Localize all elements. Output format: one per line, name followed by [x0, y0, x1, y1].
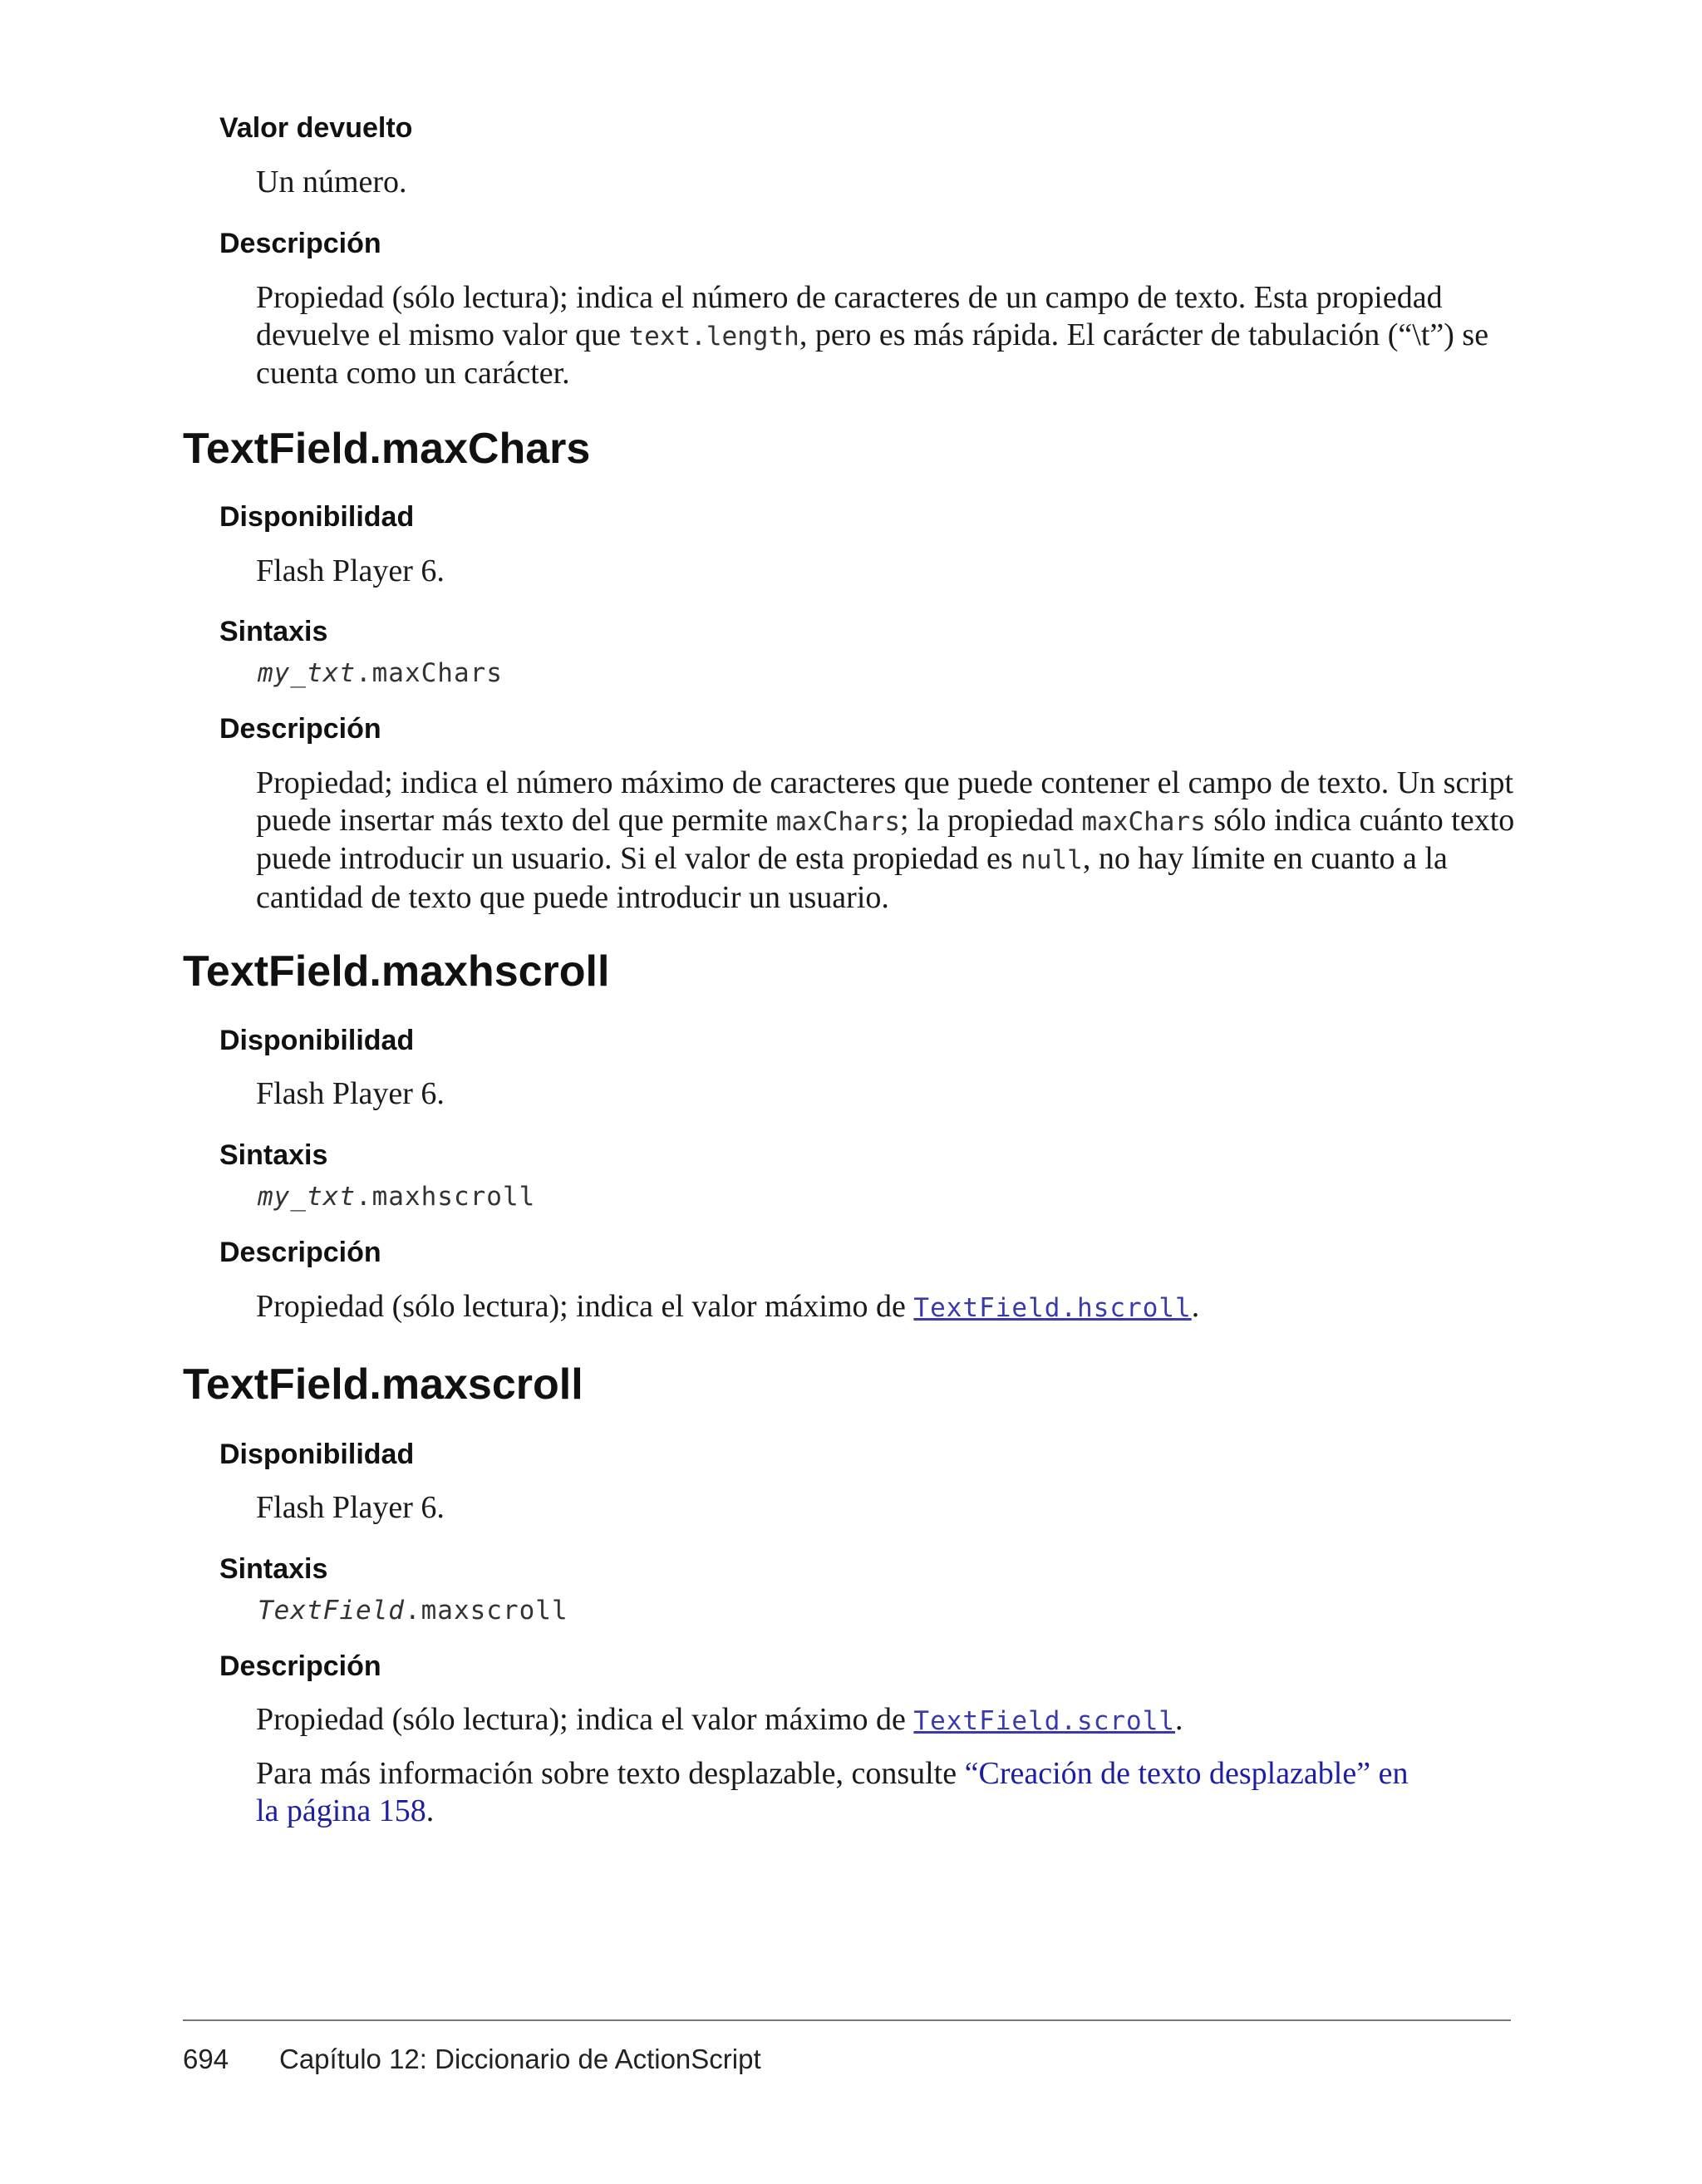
- availability-text: Flash Player 6.: [256, 553, 445, 588]
- description-paragraph: Propiedad (sólo lectura); indica el valor máximo de TextField.hscroll.: [256, 1289, 1200, 1324]
- description-heading: Descripción: [219, 713, 381, 745]
- syntax-code: TextField.maxscroll: [258, 1596, 568, 1626]
- return-value-heading: Valor devuelto: [219, 112, 413, 144]
- return-value-text: Un número.: [256, 165, 407, 199]
- section-title-maxscroll: TextField.maxscroll: [183, 1360, 583, 1409]
- textfield-hscroll-link[interactable]: TextField.hscroll: [913, 1293, 1192, 1323]
- description-paragraph: Propiedad (sólo lectura); indica el valor máximo de TextField.scroll.: [256, 1702, 1183, 1737]
- syntax-heading: Sintaxis: [219, 1553, 328, 1585]
- more-info-paragraph: Para más información sobre texto desplazable, consulte “Creación de texto desplazable” en la página 158.: [256, 1756, 1409, 1828]
- syntax-code: my_txt.maxChars: [258, 658, 503, 688]
- description-heading: Descripción: [219, 1650, 381, 1682]
- inline-code: text.length: [628, 321, 799, 352]
- availability-text: Flash Player 6.: [256, 1076, 445, 1111]
- page-number: 694: [183, 2044, 229, 2074]
- availability-text: Flash Player 6.: [256, 1490, 445, 1525]
- availability-heading: Disponibilidad: [219, 501, 415, 533]
- section-title-maxhscroll: TextField.maxhscroll: [183, 947, 610, 996]
- section-title-maxchars: TextField.maxChars: [183, 425, 591, 473]
- scrolling-text-page-link[interactable]: “Creación de texto desplazable” en la página 158: [256, 1756, 1409, 1828]
- description-heading: Descripción: [219, 228, 381, 259]
- description-paragraph: Propiedad (sólo lectura); indica el número de caracteres de un campo de texto. Esta propiedad devuelve el mismo valor que text.length, pero es más rápida. El carácter de tabulación (“\t”) se cuenta como un carácter.: [256, 280, 1489, 391]
- chapter-title: Capítulo 12: Diccionario de ActionScript: [279, 2044, 761, 2074]
- availability-heading: Disponibilidad: [219, 1025, 415, 1056]
- inline-code: maxChars: [1081, 806, 1206, 837]
- syntax-heading: Sintaxis: [219, 616, 328, 647]
- inline-code: null: [1021, 845, 1083, 875]
- syntax-heading: Sintaxis: [219, 1139, 328, 1171]
- description-paragraph: Propiedad; indica el número máximo de caracteres que puede contener el campo de texto. Un script puede insertar más texto del que permite maxChars; la propiedad maxChars sólo indica cuánto texto puede introducir un usuario. Si el valor de esta propiedad es null, no hay límite en cuanto a la cantidad de texto que puede introducir un usuario.: [256, 765, 1515, 915]
- availability-heading: Disponibilidad: [219, 1439, 415, 1470]
- description-heading: Descripción: [219, 1237, 381, 1268]
- textfield-scroll-link[interactable]: TextField.scroll: [913, 1706, 1176, 1736]
- footer-divider: [183, 2019, 1511, 2021]
- syntax-code: my_txt.maxhscroll: [258, 1182, 536, 1212]
- inline-code: maxChars: [775, 806, 901, 837]
